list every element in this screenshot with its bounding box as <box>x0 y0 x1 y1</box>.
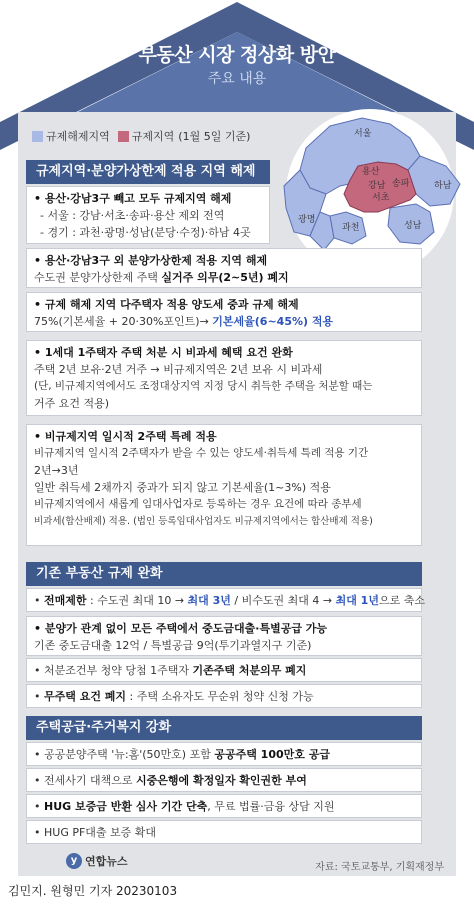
map-label: 강남 <box>368 181 386 191</box>
map-label: 과천 <box>342 223 360 233</box>
map-label: 서초 <box>372 193 390 203</box>
yonhap-logo <box>66 853 128 869</box>
card-text: HUG PF대출 보증 확대 <box>44 826 157 839</box>
card-title: • 용산·강남3구 빼고 모두 규제지역 해제 <box>34 190 263 207</box>
card-temporary-two-home <box>26 424 422 546</box>
card-text: 기존 중도금대출 12억 / 특별공급 9억(투기과열지구 기준) <box>34 639 312 652</box>
card-title: 전매제한 <box>44 594 87 607</box>
card-text: 으로 축소 <box>378 594 425 607</box>
page-subtitle: 주요 내용 <box>207 71 267 87</box>
legend-swatch-regulated <box>118 131 129 142</box>
card-emphasis: 시중은행에 확정일자 확인권한 부여 <box>136 774 307 787</box>
card-text: / 비수도권 최대 4 → <box>230 594 336 607</box>
legend-swatch-deregulated <box>32 131 43 142</box>
map-label: 하남 <box>434 181 452 191</box>
legend-label-regulated: 규제지역 <box>131 130 175 143</box>
section-header-deregulation: 규제지역·분양가상한제 적용 지역 해제 <box>26 160 270 184</box>
card-title: • 분양가 관계 없이 모든 주택에서 중도금대출·특별공급 가능 <box>34 620 415 637</box>
card-text: , 무료 법률·금융 상담 지원 <box>207 800 335 813</box>
card-emphasis: 기본세율(6~45%) 적용 <box>212 315 334 328</box>
card-disposal <box>26 658 422 682</box>
map-label: 서울 <box>354 129 372 139</box>
card-text: 전세사기 대책으로 <box>44 774 137 787</box>
card-emphasis: 실거주 의무(2~5년) 폐지 <box>161 271 289 284</box>
card-emphasis: 공공주택 100만호 공급 <box>214 748 330 761</box>
section-header-relaxation: 기존 부동산 규제 완화 <box>26 562 422 586</box>
card-text: 처분조건부 청약 당첨 1주택자 <box>44 664 193 677</box>
card-text: : 주택 소유자도 무순위 청약 신청 가능 <box>126 690 314 703</box>
card-text: 2년→3년 <box>34 464 79 477</box>
card-jeonse-fraud <box>26 768 422 792</box>
logo-text: 연합뉴스 <box>85 855 128 868</box>
card-public-housing <box>26 742 422 766</box>
card-title: 무주택 요건 폐지 <box>44 690 127 703</box>
card-single-home <box>26 340 422 416</box>
card-title: • 1세대 1주택자 주택 처분 시 비과세 혜택 요건 완화 <box>34 344 415 361</box>
card-text: 75%(기본세율 + 20·30%포인트)→ <box>34 315 213 328</box>
card-title: • 규제 해제 지역 다주택자 적용 양도세 중과 규제 해제 <box>34 296 415 313</box>
card-hug-pf <box>26 820 422 844</box>
card-text: : 수도권 최대 10 → <box>86 594 188 607</box>
card-title: • 용산·강남3구 외 분양가상한제 적용 지역 해제 <box>34 252 415 269</box>
card-hug-review <box>26 794 422 818</box>
map-label: 송파 <box>392 179 410 189</box>
card-loan <box>26 616 422 656</box>
card-title: • 비규제지역 일시적 2주택 특례 적용 <box>34 428 415 445</box>
card-text: 비규제지역 일시적 2주택자가 받을 수 있는 양도세·취득세 특례 적용 기간 <box>34 447 369 459</box>
map-label: 성남 <box>404 221 422 231</box>
card-emphasis: HUG 보증금 반환 심사 기간 단축 <box>44 800 208 813</box>
card-text: 비규제지역에서 새롭게 임대사업자로 등록하는 경우 요건에 따라 종부세 <box>34 498 362 510</box>
card-homeless-requirement <box>26 684 422 708</box>
card-emphasis: 최대 1년 <box>335 594 379 607</box>
card-emphasis: 기존주택 처분의무 폐지 <box>192 664 307 677</box>
map-label: 용산 <box>362 167 380 177</box>
card-text: 거주 요건 적용) <box>34 397 110 410</box>
card-text: (단, 비규제지역에서도 조정대상지역 지정 당시 취득한 주택을 처분할 때는 <box>34 380 373 392</box>
card-price-cap <box>26 248 422 288</box>
card-text: 공공분양주택 '뉴:홈'(50만호) 포함 <box>44 748 215 761</box>
card-line-gyeonggi: - 경기 : 과천·광명·성남(분당·수정)·하남 4곳 <box>40 226 251 239</box>
map-label: 광명 <box>298 215 316 225</box>
card-text: 일반 취득세 2채까지 중과가 되지 않고 기본세율(1~3%) 적용 <box>34 481 331 494</box>
card-text: 수도권 분양가상한제 주택 <box>34 271 162 284</box>
yonhap-logo-icon: y <box>66 853 82 869</box>
card-capital-gains <box>26 292 422 332</box>
legend-date-note: (1월 5일 기준) <box>178 130 251 143</box>
legend-label-deregulated: 규제해제지역 <box>46 130 110 143</box>
page-title: 부동산 시장 정상화 방안 <box>138 44 336 66</box>
map-legend <box>32 128 250 144</box>
card-text: 주택 2년 보유·2년 거주 → 비규제지역은 2년 보유 시 비과세 <box>34 363 323 376</box>
card-resale-limit <box>26 588 425 612</box>
card-deregulation <box>26 186 270 244</box>
card-text: 비과세(합산배제) 적용. (법인 등록임대사업자도 비규제지역에서는 합산배제 적용) <box>34 516 373 527</box>
card-line-seoul: - 서울 : 강남·서초·송파·용산 제외 전역 <box>40 209 225 222</box>
section-header-housing-supply: 주택공급·주거복지 강화 <box>26 716 422 740</box>
source-credit: 자료: 국토교통부, 기획재정부 <box>315 862 444 873</box>
card-emphasis: 최대 3년 <box>187 594 231 607</box>
byline: 김민지. 원형민 기자 20230103 <box>8 884 178 898</box>
